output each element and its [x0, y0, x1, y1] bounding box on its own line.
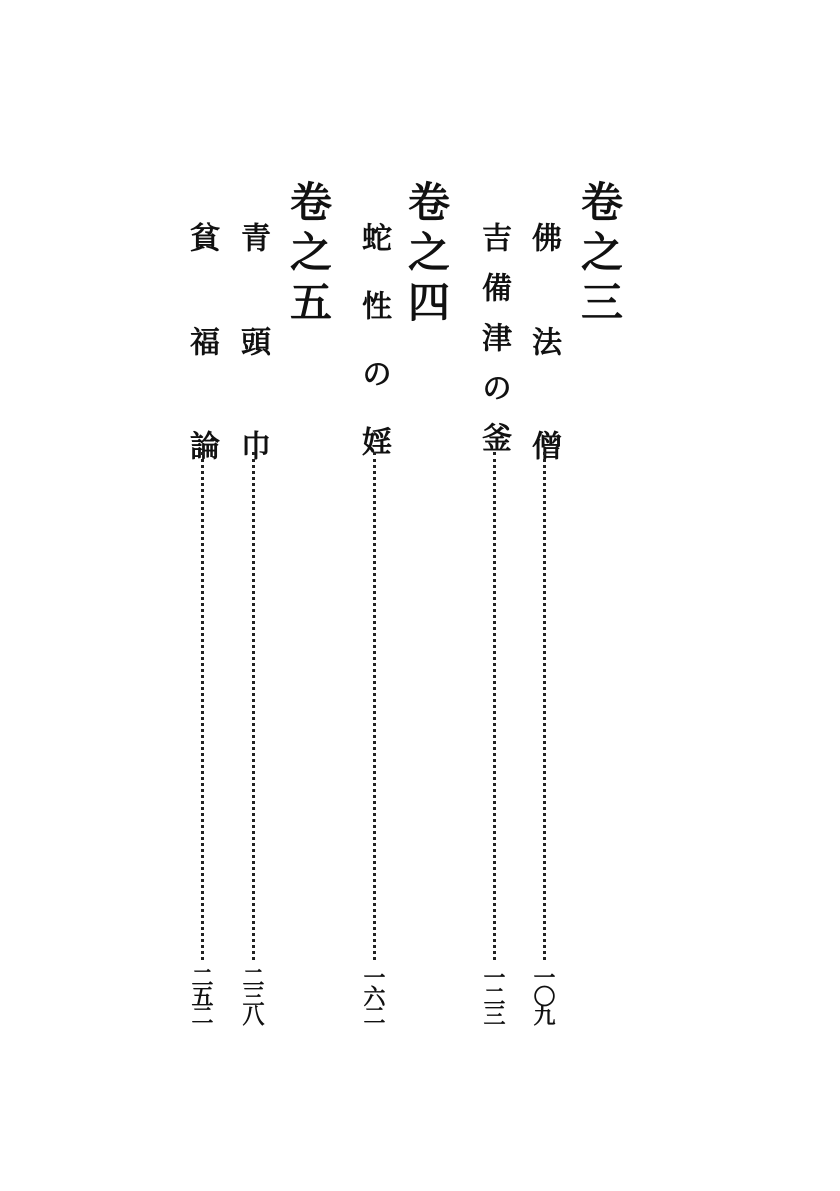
- volume-heading-5: 卷之五: [284, 180, 333, 330]
- entry-page-number: 二三八: [239, 966, 265, 1023]
- entry-page-number: 一二三: [480, 966, 506, 1023]
- volume-heading-4: 卷之四: [402, 180, 451, 330]
- dot-leader: [252, 452, 255, 960]
- entry-title: 佛法僧: [526, 222, 561, 534]
- dot-leader: [201, 452, 204, 960]
- entry-page-number: 一六二: [360, 966, 386, 1023]
- entry-title: 貧福論: [184, 222, 219, 534]
- entry-title: 青頭巾: [235, 222, 270, 534]
- dot-leader: [493, 452, 496, 960]
- entry-page-number: 二五二: [188, 966, 214, 1023]
- volume-heading-3: 卷之三: [575, 180, 624, 330]
- dot-leader: [373, 452, 376, 960]
- entry-title: 蛇性の婬: [356, 222, 391, 494]
- entry-page-number: 一〇九: [530, 966, 556, 1023]
- entry-title: 吉備津の釜: [476, 222, 511, 472]
- dot-leader: [543, 452, 546, 960]
